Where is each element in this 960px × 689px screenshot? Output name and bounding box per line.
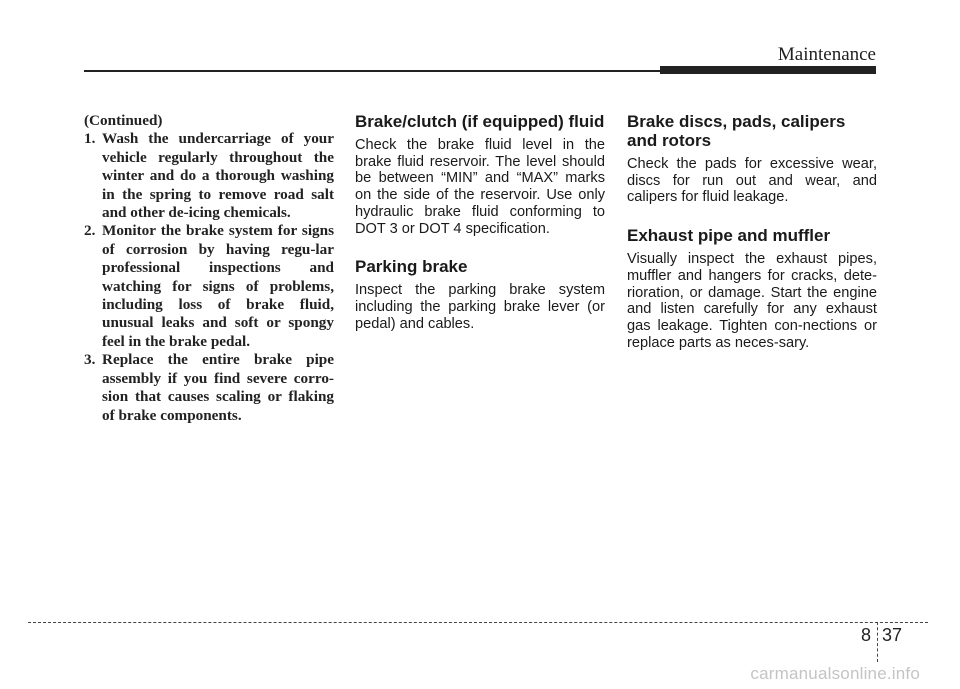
step-item	[84, 351, 334, 425]
page-number-separator	[877, 622, 878, 662]
chapter-number: 8	[860, 625, 871, 645]
right-column	[627, 112, 877, 351]
footer-rule	[28, 622, 928, 623]
step-number: 1.	[84, 130, 96, 148]
step-number: 3.	[84, 351, 96, 369]
step-item	[84, 222, 334, 351]
header-rule-accent	[660, 66, 876, 74]
brake-fluid-heading: Brake/clutch (if equipped) fluid	[355, 112, 605, 131]
step-text: Wash the undercarriage of your vehicle regularly throughout the winter and do a thorough washing in the spring to remove road salt and other de-icing chemicals.	[102, 130, 334, 222]
brake-discs-text: Check the pads for excessive wear, discs for run out and wear, and calipers for fluid leakage.	[627, 156, 877, 206]
parking-brake-heading: Parking brake	[355, 257, 468, 277]
step-text: Monitor the brake system for signs of corrosion by having regu-lar professional inspections and watching for signs of problems, including loss of brake fluid, unusual leaks and soft or spongy feel in the brake pedal.	[102, 222, 334, 350]
page-number: 37	[882, 625, 903, 645]
exhaust-text: Visually inspect the exhaust pipes, muffler and hangers for cracks, dete-rioration, or damage. Start the engine and listen carefully for any exhaust gas leakage. Tighten con-nections or replace parts as neces-sary.	[627, 251, 877, 351]
middle-column	[355, 112, 605, 332]
step-number: 2.	[84, 222, 96, 240]
section-title: Maintenance	[777, 44, 876, 65]
brake-fluid-text: Check the brake fluid level in the brake fluid reservoir. The level should be between “MIN” and “MAX” marks on the side of the reservoir. Use only hydraulic brake fluid conforming to DOT 3 or DOT 4 specification.	[355, 137, 605, 237]
corrosion-steps	[84, 130, 334, 425]
left-column	[84, 112, 334, 425]
step-text: Replace the entire brake pipe assembly if you find severe corro-sion that causes scaling or flaking of brake components.	[102, 351, 334, 424]
exhaust-heading: Exhaust pipe and muffler	[627, 226, 831, 246]
parking-brake-text: Inspect the parking brake system including the parking brake lever (or pedal) and cables.	[355, 282, 605, 332]
watermark: carmanualsonline.info	[750, 664, 920, 683]
continued-label: (Continued)	[84, 112, 163, 129]
step-item	[84, 130, 334, 222]
header-rule	[84, 70, 660, 72]
brake-discs-heading: Brake discs, pads, calipers and rotors	[627, 112, 846, 150]
